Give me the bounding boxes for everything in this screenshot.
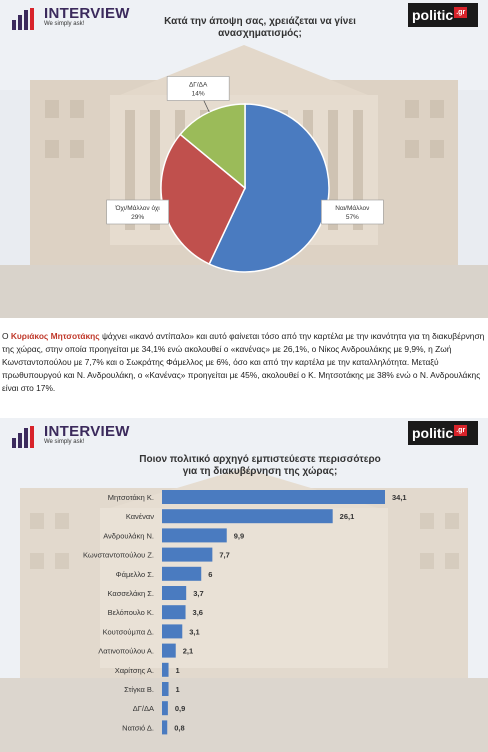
politic-tld: .gr [456,9,466,16]
pie-label-name-0: Ναι/Μάλλον [335,204,370,212]
bar-9 [162,663,169,677]
bar-title-line-2: για τη διακυβέρνηση της χώρας; [182,466,338,477]
bar-title-line-1: Ποιον πολιτικό αρχηγό εμπιστεύεστε περισσότερο [139,454,381,465]
bar-category-label: Στίγκα Β. [124,685,154,694]
bar-6 [162,605,186,619]
interview-wordmark: INTERVIEW [44,423,130,440]
bar-5 [162,586,186,600]
bar-4 [162,567,201,581]
pie-label-name-1: Όχι/Μάλλον όχι [115,204,160,212]
bar-value-label: 0,8 [174,723,185,733]
bar-value-label: 34,1 [392,493,407,502]
bar-category-label: Λατινοπούλου Α. [98,646,154,656]
article-prefix: Ο [2,331,11,341]
bar-category-label: Κουτσούμπα Δ. [102,627,154,637]
politic-wordmark: politic [412,7,454,23]
bar-category-label: Χαρίτσης Α. [114,665,154,675]
article-body: ψάχνει «ικανό αντίπαλο» και αυτό φαίνεται τόσο από την καρτέλα με την ικανότητα για τη διακυβέρνηση της χώρας, στην οποία προηγείται με 34,1% ενώ ακολουθεί ο «κανένας» με 26,1%, ο Νίκος Ανδρουλάκης με 9,9%, η Ζωή Κωνσταντοπούλου με 7,7% και ο Σωκράτης Φάμελλος με 6%, όσο και από την καρτέλα με την καταλληλότητα. Μεταξύ πρωθυπουργού και Ν. Ανδρουλάκη, ο «Κανένας» προηγείται με 45%, ακολουθεί ο Κ. Μητσοτάκης με 38% ενώ ο Ν. Ανδρουλάκης είναι στο 17%. [2,331,485,393]
bar-category-label: Μητσοτάκη Κ. [107,493,154,502]
bar-chart [0,418,488,752]
bar-1 [162,509,333,523]
pie-label-value-0: 57% [345,213,359,221]
bar-category-label: Φάμελλο Σ. [115,569,154,579]
bar-0 [162,490,385,504]
bar-7 [162,624,182,638]
interview-tagline: We simply ask! [44,439,85,445]
bar-value-label: 0,9 [174,704,186,714]
article-highlight-name[interactable]: Κυριάκος Μητσοτάκης [10,331,100,341]
bar-8 [162,644,176,658]
bar-category-label: Κανέναν [125,512,154,522]
bar-value-label: 7,7 [219,550,230,560]
bar-value-label: 3,6 [192,608,203,618]
interview-wordmark: INTERVIEW [44,5,130,22]
bar-category-label: Κωνσταντοπούλου Ζ. [82,550,154,560]
bar-chart-panel [0,418,488,752]
article-paragraph [0,330,488,395]
bar-value-label: 3,1 [189,627,200,637]
pie-label-name-2: ΔΓ/ΔΑ [188,81,208,89]
bar-value-label: 1 [175,665,180,675]
bar-category-label: Ανδρουλάκη Ν. [103,531,154,541]
bar-category-label: Κασσελάκη Σ. [107,589,154,598]
bar-value-label: 2,1 [182,646,194,656]
bar-category-label: Βελόπουλο Κ. [107,608,154,618]
bar-11 [162,701,168,715]
bar-value-label: 6 [208,569,213,579]
bar-12 [162,720,167,734]
bar-value-label: 9,9 [233,531,245,541]
pie-chart [0,0,488,318]
interview-tagline: We simply ask! [44,21,85,27]
bar-value-label: 1 [175,685,180,694]
bar-2 [162,528,227,542]
pie-label-value-1: 29% [131,213,145,221]
bar-3 [162,548,212,562]
bar-category-label: ΔΓ/ΔΑ [132,704,154,714]
pie-chart-panel [0,0,488,318]
bar-category-label: Νατσιό Δ. [122,723,154,733]
pie-title-line-2: ανασχηματισμός; [218,28,302,39]
politic-tld: .gr [456,427,466,434]
bar-value-label: 26,1 [339,512,355,522]
bar-value-label: 3,7 [193,589,204,598]
pie-label-value-2: 14% [191,90,205,98]
pie-title-line-1: Κατά την άποψη σας, χρειάζεται να γίνει [164,16,356,27]
politic-wordmark: politic [412,425,454,441]
bar-10 [162,682,169,696]
